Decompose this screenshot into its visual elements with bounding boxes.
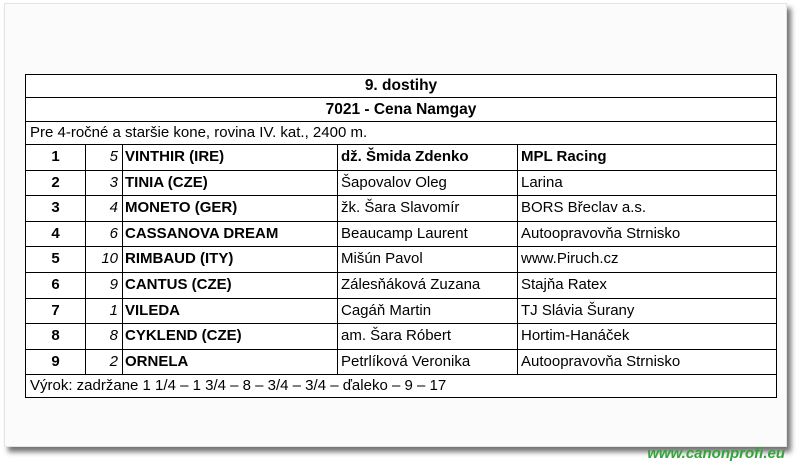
start-number-cell: 1 <box>109 301 118 319</box>
jockey-cell: Petrlíková Veronika <box>337 350 517 375</box>
position-cell: 7 <box>26 299 86 324</box>
horse-name-cell: TINIA (CZE) <box>122 171 337 196</box>
start-number-cell: 4 <box>109 199 118 217</box>
position-cell: 3 <box>26 196 86 221</box>
position-cell: 4 <box>26 222 86 247</box>
owner-cell: Autoopravovňa Strnisko <box>517 222 776 247</box>
position-cell: 1 <box>26 145 86 170</box>
table-row <box>26 171 776 197</box>
owner-cell: www.Piruch.cz <box>517 247 776 272</box>
start-number-cell: 5 <box>109 148 118 165</box>
jockey-cell: Mišún Pavol <box>337 247 517 272</box>
horse-name-cell: CANTUS (CZE) <box>122 273 337 298</box>
horse-name-cell: MONETO (GER) <box>122 196 337 221</box>
jockey-cell: Cagáň Martin <box>337 299 517 324</box>
watermark[interactable]: www.canonprofi.eu <box>647 445 785 462</box>
position-cell: 6 <box>26 273 86 298</box>
horse-name-cell: CASSANOVA DREAM <box>122 222 337 247</box>
start-number-cell: 10 <box>101 250 118 268</box>
race-number-title: 9. dostihy <box>26 75 776 98</box>
table-row <box>26 247 776 273</box>
jockey-cell: Zálesňáková Zuzana <box>337 273 517 298</box>
table-row <box>26 324 776 350</box>
position-cell: 8 <box>26 324 86 349</box>
race-results-table <box>25 74 777 398</box>
jockey-cell: žk. Šara Slavomír <box>337 196 517 221</box>
owner-cell: BORS Břeclav a.s. <box>517 196 776 221</box>
table-row <box>26 273 776 299</box>
owner-cell: Larina <box>517 171 776 196</box>
race-margins: Výrok: zadržane 1 1/4 – 1 3/4 – 8 – 3/4 – 3/4 – ďaleko – 9 – 17 <box>30 377 447 395</box>
horse-name-cell: RIMBAUD (ITY) <box>122 247 337 272</box>
table-row <box>26 350 776 376</box>
owner-cell: MPL Racing <box>517 145 776 170</box>
position-cell: 2 <box>26 171 86 196</box>
start-number-cell: 9 <box>109 275 118 293</box>
start-number-cell: 8 <box>109 327 118 345</box>
jockey-cell: dž. Šmida Zdenko <box>337 145 517 170</box>
table-row <box>26 222 776 248</box>
horse-name-cell: ORNELA <box>122 350 337 375</box>
owner-cell: Autoopravovňa Strnisko <box>517 350 776 375</box>
owner-cell: Stajňa Ratex <box>517 273 776 298</box>
table-row <box>26 196 776 222</box>
start-number-cell: 2 <box>109 352 118 370</box>
owner-cell: Hortim-Hanáček <box>517 324 776 349</box>
table-row <box>26 145 776 171</box>
horse-name-cell: CYKLEND (CZE) <box>122 324 337 349</box>
horse-name-cell: VILEDA <box>122 299 337 324</box>
start-number-cell: 3 <box>109 173 118 191</box>
jockey-cell: Beaucamp Laurent <box>337 222 517 247</box>
jockey-cell: am. Šara Róbert <box>337 324 517 349</box>
position-cell: 5 <box>26 247 86 272</box>
horse-name-cell: VINTHIR (IRE) <box>122 145 337 170</box>
owner-cell: TJ Slávia Šurany <box>517 299 776 324</box>
start-number-cell: 6 <box>109 224 118 242</box>
race-name: 7021 - Cena Namgay <box>26 98 776 122</box>
jockey-cell: Šapovalov Oleg <box>337 171 517 196</box>
race-description: Pre 4-ročné a staršie kone, rovina IV. kat., 2400 m. <box>26 122 776 145</box>
position-cell: 9 <box>26 350 86 375</box>
table-row <box>26 299 776 325</box>
